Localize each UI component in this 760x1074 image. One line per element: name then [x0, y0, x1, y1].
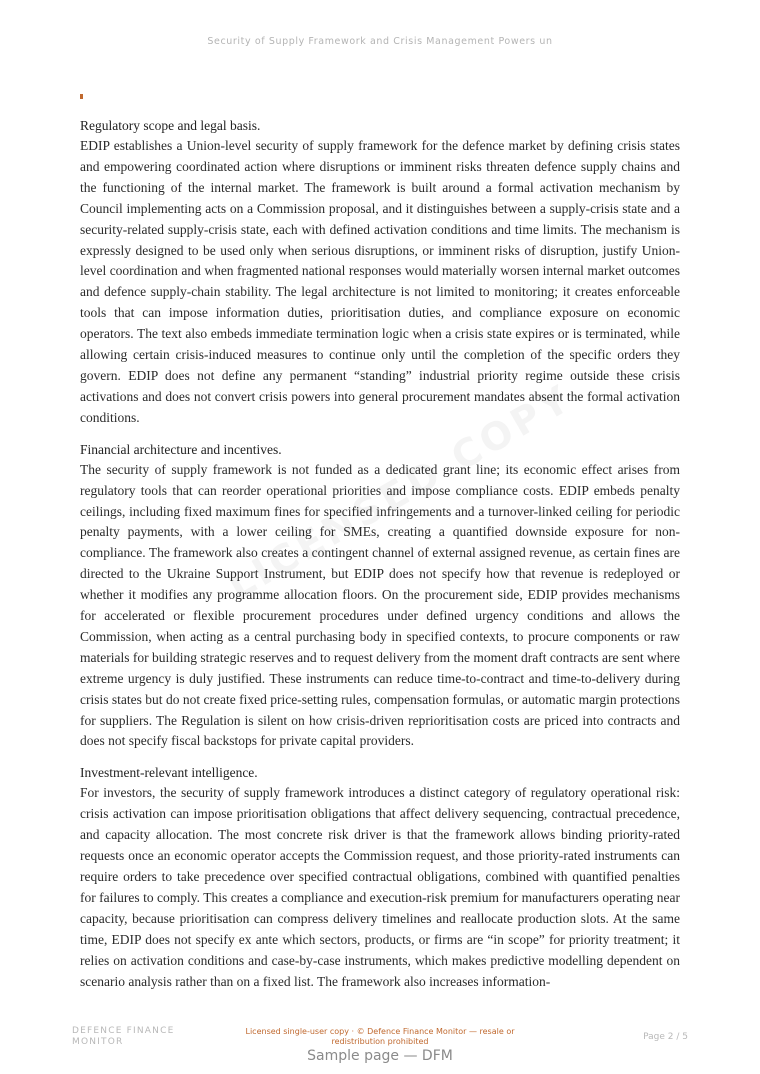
page-number: Page 2 / 5 — [643, 1032, 688, 1042]
section-paragraph: EDIP establishes a Union-level security of supply framework for the defence market by defining crisis states and empowering coordinated action where disruptions or imminent risks threaten defence supply chains and the functioning of the internal market. The framework is built around a formal activation mechanism by Council implementing acts on a Commission proposal, and it distinguishes between a supply-crisis state and a security-related supply-crisis state, each with defined activation conditions and time limits. The mechanism is expressly designed to be used only when serious disruptions, or imminent risks of disruption, justify Union-level coordination and when fragmented national responses would materially worsen internal market outcomes and defence supply-chain stability. The legal architecture is not limited to monitoring; it creates enforceable tools that can impose information duties, prioritisation duties, and compliance exposure on economic operators. The text also embeds immediate termination logic when a crisis state expires or is terminated, while allowing certain crisis-induced measures to continue only until the completion of the specific orders they govern. EDIP does not define any permanent “standing” industrial priority regime outside these crisis activations and does not convert crisis powers into general procurement mandates absent the formal activation conditions. — [80, 138, 680, 425]
section-paragraph: The security of supply framework is not funded as a dedicated grant line; its economic effect arises from regulatory tools that can reorder operational priorities and impose compliance costs. EDIP embeds penalty ceilings, including fixed maximum fines for specified infringements and a turnover-linked ceiling for periodic penalty payments, with a lower ceiling for SMEs, creating a quantified downside exposure for non-compliance. The framework also creates a contingent channel of external assigned revenue, as certain fines are directed to the Ukraine Support Instrument, but EDIP does not specify how that revenue is redeployed or whether it modifies any programme allocation floors. On the procurement side, EDIP provides mechanisms for accelerated or flexible procurement procedures under defined urgency conditions and allows the Commission, when acting as a central purchasing body in specified contexts, to procure components or raw materials for building strategic reserves and to request delivery from the moment draft contracts are sent where extreme urgency is duly justified. These instruments can reduce time-to-contract and time-to-delivery during crisis states but do not create fixed price-setting rules, compensation formulas, or automatic margin protections for suppliers. The Regulation is silent on how crisis-driven reprioritisation costs are priced into contracts and does not specify fiscal backstops for private capital providers. — [80, 461, 680, 749]
section-heading: Regulatory scope and legal basis. — [80, 118, 261, 133]
footer-brand: DEFENCE FINANCE MONITOR — [72, 1026, 175, 1047]
section-paragraph: For investors, the security of supply framework introduces a distinct category of regulatory operational risk: crisis activation can impose prioritisation obligations that affect delivery sequencing, contractual precedence, and capacity allocation. The most concrete risk driver is that the framework allows binding priority-rated requests once an economic operator accepts the Commission request, and those priority-rated instruments can require orders to take precedence over specified contractual obligations, combined with quantified penalties for failures to comply. This creates a compliance and execution-risk premium for manufacturers operating near capacity, because prioritisation can compress delivery timelines and reallocate production slots. At the same time, EDIP does not specify ex ante which sectors, products, or firms are “in scope” for priority treatment; it relies on activation conditions and case-by-case instruments, which makes predictive modelling dependent on scenario analysis rather than on a fixed list. The framework also increases information- — [80, 785, 680, 989]
footer-license-notice: Licensed single-user copy · © Defence Finance Monitor — resale or redistribution prohibited — [245, 1027, 515, 1046]
document-body — [80, 115, 680, 1002]
section-financial-architecture — [80, 439, 680, 753]
section-investment-intelligence — [80, 762, 680, 992]
running-header: Security of Supply Framework and Crisis Management Powers un — [207, 36, 553, 47]
sample-page-label: Sample page — DFM — [307, 1048, 453, 1064]
section-regulatory-scope — [80, 115, 680, 429]
accent-mark — [80, 94, 83, 99]
section-heading: Investment-relevant intelligence. — [80, 765, 258, 781]
section-heading: Financial architecture and incentives. — [80, 441, 282, 457]
